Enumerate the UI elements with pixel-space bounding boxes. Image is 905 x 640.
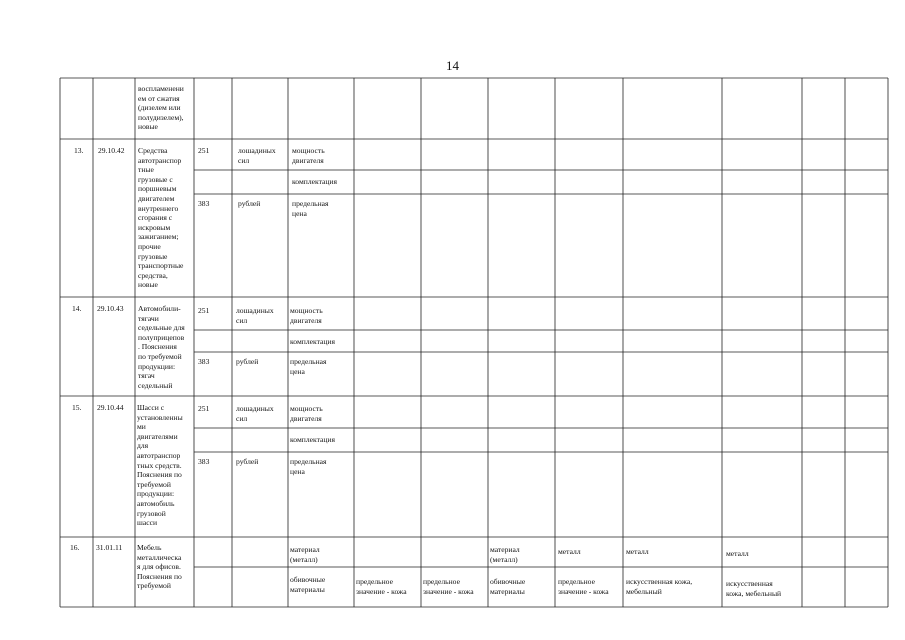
row-14-name: Автомобили- тягачи седельные для полуприцепов . Пояснения по требуемой продукции: тягач седельный (138, 304, 185, 390)
row-15-name: Шасси с установленны ми двигателями для автотранспор тных средств. Пояснения по требуемой продукции: автомобиль грузовой шасси (137, 403, 183, 528)
row-15-code: 29.10.44 (97, 403, 124, 412)
row-16-line2-col10: искусственная кожа, мебельный (626, 577, 693, 596)
row-16-line2-col7: предельное значение - кожа (423, 577, 474, 596)
page-number: 14 (446, 58, 459, 73)
row-16-line1-col9: металл (558, 547, 581, 556)
row-15-okei-1: 251 (198, 404, 210, 413)
row-15-char-3: предельная цена (290, 457, 327, 476)
row-13-unit-3: рублей (238, 199, 261, 208)
header-fragment: воспламенени ем от сжатия (дизелем или полудизелем), новые (138, 84, 184, 132)
row-13-code: 29.10.42 (98, 146, 125, 155)
row-16-char-2: обивочные материалы (290, 575, 326, 594)
row-16-name: Мебель металлическа я для офисов. Пояснения по требуемой (137, 543, 182, 591)
row-13-char-2: комплектация (292, 177, 337, 186)
row-14-char-2: комплектация (290, 337, 335, 346)
row-14-unit-3: рублей (236, 357, 259, 366)
row-16-line2-col9: предельное значение - кожа (558, 577, 609, 596)
row-13-char-1: мощность двигателя (292, 146, 325, 165)
row-14-okei-3: 383 (198, 357, 210, 366)
row-16-line2-col6: предельное значение - кожа (356, 577, 407, 596)
row-16-char-1: материал (металл) (290, 545, 320, 564)
row-16-number: 16. (70, 543, 80, 552)
row-15-char-2: комплектация (290, 435, 335, 444)
row-14-code: 29.10.43 (97, 304, 124, 313)
row-16-code: 31.01.11 (96, 543, 123, 552)
row-15-unit-3: рублей (236, 457, 259, 466)
row-15-unit-1: лошадиных сил (236, 404, 274, 423)
row-15-char-1: мощность двигателя (290, 404, 323, 423)
row-14-char-1: мощность двигателя (290, 306, 323, 325)
row-13-okei-1: 251 (198, 146, 210, 155)
row-16-line1-col10: металл (626, 547, 649, 556)
row-13-name: Средства автотранспор тные грузовые с поршневым двигателем внутреннего сгорания с искровым зажиганием; прочие грузовые транспортные средства, новые (138, 146, 184, 290)
row-14-okei-1: 251 (198, 306, 210, 315)
row-15-okei-3: 383 (198, 457, 210, 466)
row-16-line1-col11: металл (726, 549, 749, 558)
row-14-unit-1: лошадиных сил (236, 306, 274, 325)
row-15-number: 15. (72, 403, 82, 412)
row-16-line1-col8: материал (металл) (490, 545, 520, 564)
row-16-line2-col8: обивочные материалы (490, 577, 526, 596)
row-16-line2-col11: искусственная кожа, мебельный (726, 579, 782, 598)
row-13-number: 13. (74, 146, 84, 155)
row-13-okei-3: 383 (198, 199, 210, 208)
row-13-unit-1: лошадиных сил (238, 146, 276, 165)
row-13-char-3: предельная цена (292, 199, 329, 218)
row-14-char-3: предельная цена (290, 357, 327, 376)
row-14-number: 14. (72, 304, 82, 313)
